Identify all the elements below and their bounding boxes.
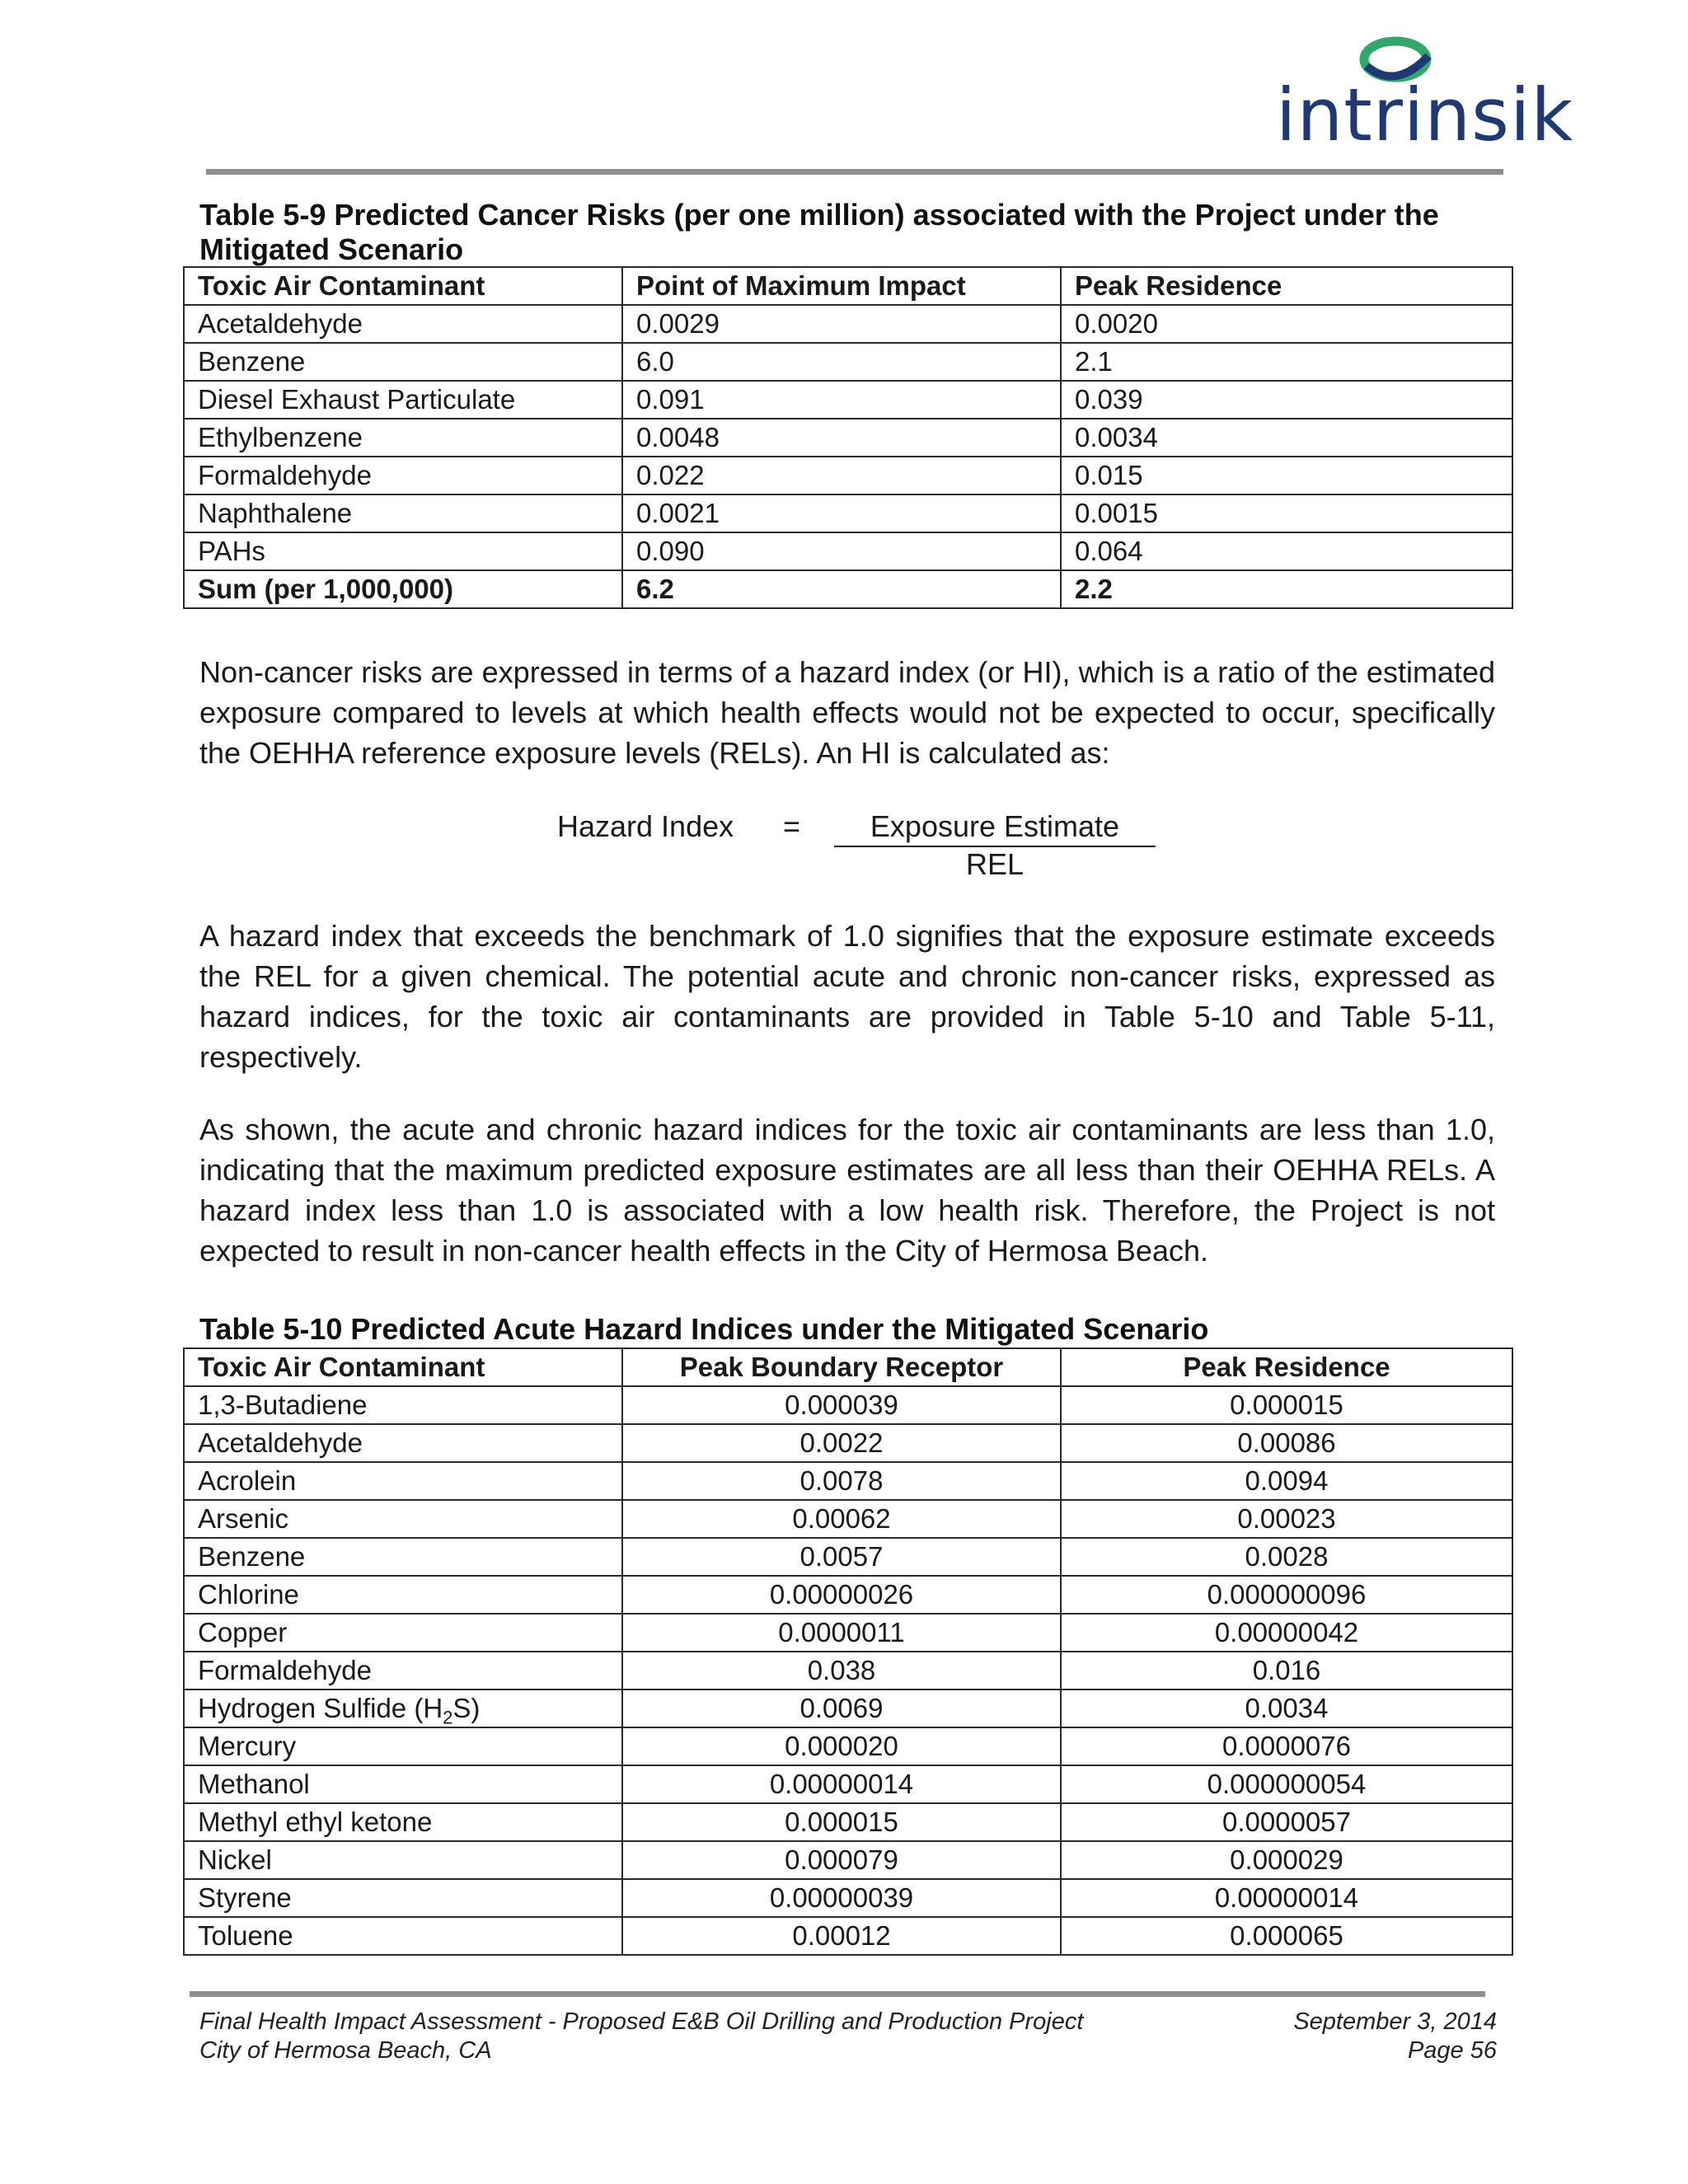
table-cell: 0.00086 <box>1061 1424 1512 1462</box>
table-cell: 2.2 <box>1061 570 1512 608</box>
table-cell: 0.064 <box>1061 532 1512 570</box>
hazard-index-formula <box>0 809 1688 883</box>
table-cell: Ethylbenzene <box>184 419 622 457</box>
table-cell: Methyl ethyl ketone <box>184 1803 622 1841</box>
table-cell: Nickel <box>184 1841 622 1879</box>
formula-suffix: S) <box>452 1693 481 1723</box>
table-cell: 0.000029 <box>1061 1841 1512 1879</box>
table-row <box>184 1803 1512 1841</box>
table-cell: 0.000065 <box>1061 1917 1512 1955</box>
column-header: Toxic Air Contaminant <box>184 267 622 305</box>
table-cell: 0.0034 <box>1061 419 1512 457</box>
intrinsik-logo <box>1276 33 1574 157</box>
table-cell: 0.000079 <box>622 1841 1061 1879</box>
table-cell: 0.000015 <box>622 1803 1061 1841</box>
table-row <box>184 1614 1512 1652</box>
table-cell: 0.00000042 <box>1061 1614 1512 1652</box>
table-cell: Hydrogen Sulfide $(H_2S)$ <box>184 1690 622 1727</box>
table-cell: 0.0094 <box>1061 1462 1512 1500</box>
table-row <box>184 1424 1512 1462</box>
table-row <box>184 1917 1512 1955</box>
table-row <box>184 343 1512 381</box>
table-cell: 0.015 <box>1061 457 1512 494</box>
table-cell: Acetaldehyde <box>184 305 622 343</box>
table-cell: 0.0078 <box>622 1462 1061 1500</box>
table-row <box>184 305 1512 343</box>
formula-numerator: Exposure Estimate <box>834 809 1156 847</box>
table-cell: Diesel Exhaust Particulate <box>184 381 622 419</box>
table-cell: 0.039 <box>1061 381 1512 419</box>
formula-equals: = <box>783 809 801 843</box>
table-cell: 1,3-Butadiene <box>184 1386 622 1424</box>
table-cell: 0.0000076 <box>1061 1727 1512 1765</box>
subscript-2: 2 <box>443 1707 453 1727</box>
footer-date: September 3, 2014 <box>1293 2008 1497 2035</box>
table-cell: 0.0069 <box>622 1690 1061 1727</box>
table-cell: 0.000000054 <box>1061 1765 1512 1803</box>
formula-lhs: Hazard Index <box>557 809 734 843</box>
table-cell: 0.00000039 <box>622 1879 1061 1917</box>
table-cell: 0.038 <box>622 1652 1061 1690</box>
table-cell: 0.0000011 <box>622 1614 1061 1652</box>
table-row <box>184 494 1512 532</box>
table-cell: 0.0034 <box>1061 1690 1512 1727</box>
table-cell: Chlorine <box>184 1576 622 1614</box>
table-cell: 0.0021 <box>622 494 1061 532</box>
column-header: Peak Boundary Receptor <box>622 1348 1061 1386</box>
table-cell: Mercury <box>184 1727 622 1765</box>
table-5-9-caption: Table 5-9 Predicted Cancer Risks (per one million) associated with the Project under the Mitigated Scenario <box>199 198 1439 266</box>
column-header: Point of Maximum Impact <box>622 267 1061 305</box>
column-header: Peak Residence <box>1061 1348 1512 1386</box>
table-cell: 0.091 <box>622 381 1061 419</box>
table-cell: Styrene <box>184 1879 622 1917</box>
table-row <box>184 1879 1512 1917</box>
table-cell: 0.000015 <box>1061 1386 1512 1424</box>
table-cell: 0.090 <box>622 532 1061 570</box>
table-row <box>184 1690 1512 1727</box>
table-cell: Formaldehyde <box>184 457 622 494</box>
table-cell: Acrolein <box>184 1462 622 1500</box>
header-rule <box>206 169 1503 175</box>
table-cell: 0.016 <box>1061 1652 1512 1690</box>
table-cell: 0.00000014 <box>1061 1879 1512 1917</box>
table-row <box>184 1500 1512 1538</box>
table-row <box>184 1652 1512 1690</box>
table-cell: Arsenic <box>184 1500 622 1538</box>
table-row <box>184 457 1512 494</box>
column-header: Toxic Air Contaminant <box>184 1348 622 1386</box>
footer-page-number: Page 56 <box>1407 2037 1497 2064</box>
paragraph-non-cancer-risks: Non-cancer risks are expressed in terms of a hazard index (or HI), which is a ratio of the estimated exposure compared to levels at which health effects would not be expected to occur, specifically the OEHHA reference exposure levels (RELs). An HI is calculated as: <box>199 655 1495 770</box>
table-cell: Sum (per 1,000,000) <box>184 570 622 608</box>
table-row <box>184 419 1512 457</box>
table-cell: Methanol <box>184 1765 622 1803</box>
table-cell: 0.0057 <box>622 1538 1061 1576</box>
formula-denominator: REL <box>965 847 1025 881</box>
table-cell: 2.1 <box>1061 343 1512 381</box>
table-cell: 0.00062 <box>622 1500 1061 1538</box>
table-cell: 0.00023 <box>1061 1500 1512 1538</box>
table-cell: Acetaldehyde <box>184 1424 622 1462</box>
footer-left <box>199 2008 1083 2065</box>
table-row <box>184 532 1512 570</box>
table-cell: 0.0022 <box>622 1424 1061 1462</box>
table-cell: PAHs <box>184 532 622 570</box>
footer-report-title: Final Health Impact Assessment - Proposed E&B Oil Drilling and Production Project <box>199 2008 1084 2035</box>
column-header: Peak Residence <box>1061 267 1512 305</box>
table-row <box>184 1841 1512 1879</box>
table-cell: 0.000000096 <box>1061 1576 1512 1614</box>
table-cell: 0.000039 <box>622 1386 1061 1424</box>
table-cell: 0.022 <box>622 457 1061 494</box>
table-cell: 0.0029 <box>622 305 1061 343</box>
table-cell: 6.0 <box>622 343 1061 381</box>
table-cell: 0.00000026 <box>622 1576 1061 1614</box>
table-row <box>184 1462 1512 1500</box>
table-cell: 0.0000057 <box>1061 1803 1512 1841</box>
table-row <box>184 1386 1512 1424</box>
table-row <box>184 1576 1512 1614</box>
table-5-9 <box>183 266 1513 609</box>
table-cell: Naphthalene <box>184 494 622 532</box>
table-cell: 0.0020 <box>1061 305 1512 343</box>
table-row <box>184 381 1512 419</box>
table-row <box>184 1727 1512 1765</box>
table-header-row <box>184 1348 1512 1386</box>
table-cell: 0.0048 <box>622 419 1061 457</box>
footer-right <box>1293 2008 1497 2065</box>
footer-rule <box>190 1991 1485 1997</box>
table-cell: Benzene <box>184 343 622 381</box>
table-cell: 0.00000014 <box>622 1765 1061 1803</box>
table-5-10-caption: Table 5-10 Predicted Acute Hazard Indices under the Mitigated Scenario <box>199 1312 1209 1346</box>
table-cell: 0.00012 <box>622 1917 1061 1955</box>
table-row <box>184 1538 1512 1576</box>
table-5-10 <box>183 1347 1513 1956</box>
logo-wordmark: intrinsik <box>1276 73 1574 157</box>
table-row <box>184 1765 1512 1803</box>
table-cell: 0.000020 <box>622 1727 1061 1765</box>
table-sum-row <box>184 570 1512 608</box>
table-cell: Benzene <box>184 1538 622 1576</box>
table-cell: 0.0015 <box>1061 494 1512 532</box>
table-cell: Copper <box>184 1614 622 1652</box>
table-cell: 0.0028 <box>1061 1538 1512 1576</box>
table-cell: Formaldehyde <box>184 1652 622 1690</box>
paragraph-acute-chronic: As shown, the acute and chronic hazard indices for the toxic air contaminants are less than 1.0, indicating that the maximum predicted exposure estimates are all less than their OEHHA RELs. A hazard index less than 1.0 is associated with a low health risk. Therefore, the Project is not expected to result in non-cancer health effects in the City of Hermosa Beach. <box>199 1113 1495 1268</box>
footer-city: City of Hermosa Beach, CA <box>199 2037 492 2064</box>
table-cell: 6.2 <box>622 570 1061 608</box>
table-header-row <box>184 267 1512 305</box>
table-cell: Toluene <box>184 1917 622 1955</box>
paragraph-hazard-benchmark: A hazard index that exceeds the benchmark of 1.0 signifies that the exposure estimate exceeds the REL for a given chemical. The potential acute and chronic non-cancer risks, expressed as hazard indices, for the toxic air contaminants are provided in Table 5-10 and Table 5-11, respectively. <box>199 919 1495 1074</box>
